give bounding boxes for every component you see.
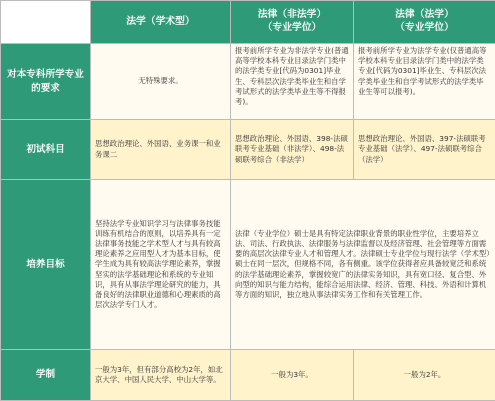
row-major-requirement <box>1 44 495 120</box>
cell-jm-law-duration: 一般为2年。 <box>354 350 495 401</box>
cell-jm-law-exam-subjects: 思想政治理论、外国语、397-法硕联考专业基础（法学）、497-法硕联考综合（法学） <box>354 120 495 180</box>
cell-jm-non-law-duration: 一般为3年。 <box>231 350 354 401</box>
header-row <box>1 1 495 44</box>
row-label-major-requirement: 对本专科所学专业的要求 <box>1 44 91 120</box>
row-training-goal <box>1 180 495 350</box>
row-exam-subjects <box>1 120 495 180</box>
row-duration <box>1 350 495 401</box>
cell-jm-training-goal: 法律（专业学位）硕士是具有特定法律职业背景的职业性学位，主要培养立法、司法、行政执法、法律服务与法律监督以及经济管理、社会管理等方面需要的高层次法律专业人才和管理人才。法律硕士专业学位与现行法学（学术型）硕士在同一层次，但规格不同，各有侧重。该学位获得者应具备较宽泛和系统的法学基础理论素养，掌握较宽广的法律实务知识，具有宽口径、复合型、外向型的知识与能力结构，能综合运用法律、经济、管理、科技、外语和计算机等方面的知识，独立地从事法律实务工作和有关管理工作。 <box>231 180 495 350</box>
cell-jm-law-major-requirement: 报考前所学专业为法学专业(仅普通高等学校本科专业目录法学门类中的法学类专业[代码为0301]毕业生、专科层次法学类毕业生和自学考试形式的法学类毕业生等可以报考)。 <box>354 44 495 120</box>
header-corner <box>1 1 91 44</box>
cell-jm-non-law-major-requirement: 报考前所学专业为非法学专业(普通高等学校本科专业目录法学门类中的法学类专业[代码为0301]毕业生、专科层次法学类毕业生和自学考试形式的法学类毕业生等不得报考)。 <box>231 44 354 120</box>
header-jm-non-law: 法律（非法学） （专业学位） <box>231 1 354 44</box>
cell-academic-major-requirement: 无特殊要求。 <box>91 44 231 120</box>
row-label-exam-subjects: 初试科目 <box>1 120 91 180</box>
row-label-duration: 学制 <box>1 350 91 401</box>
cell-academic-training-goal: 坚持法学专业知识学习与法律事务技能训练有机结合的原则，以培养具有一定法律事务技能之学术型人才与具有较高理论素养之应用型人才为基本目标，使学生成为具有较高法学理论素养，掌握坚实的法学基础理论和系统的专业知识，具有从事法学理论研究的能力，具备良好的法律职业道德和心理素质的高层次法学专门人才。 <box>91 180 231 350</box>
header-academic-law: 法学（学术型） <box>91 1 231 44</box>
cell-academic-exam-subjects: 思想政治理论、外国语、业务课一和业务课二 <box>91 120 231 180</box>
header-jm-law: 法律（法学） （专业学位） <box>354 1 495 44</box>
cell-jm-non-law-exam-subjects: 思想政治理论、外国语、398-法硕联考专业基础（非法学）、498-法硕联考综合（非法学） <box>231 120 354 180</box>
row-label-training-goal: 培养目标 <box>1 180 91 350</box>
cell-academic-duration: 一般为3年，但有部分高校为2年，如北京大学、中国人民大学、中山大学等。 <box>91 350 231 401</box>
